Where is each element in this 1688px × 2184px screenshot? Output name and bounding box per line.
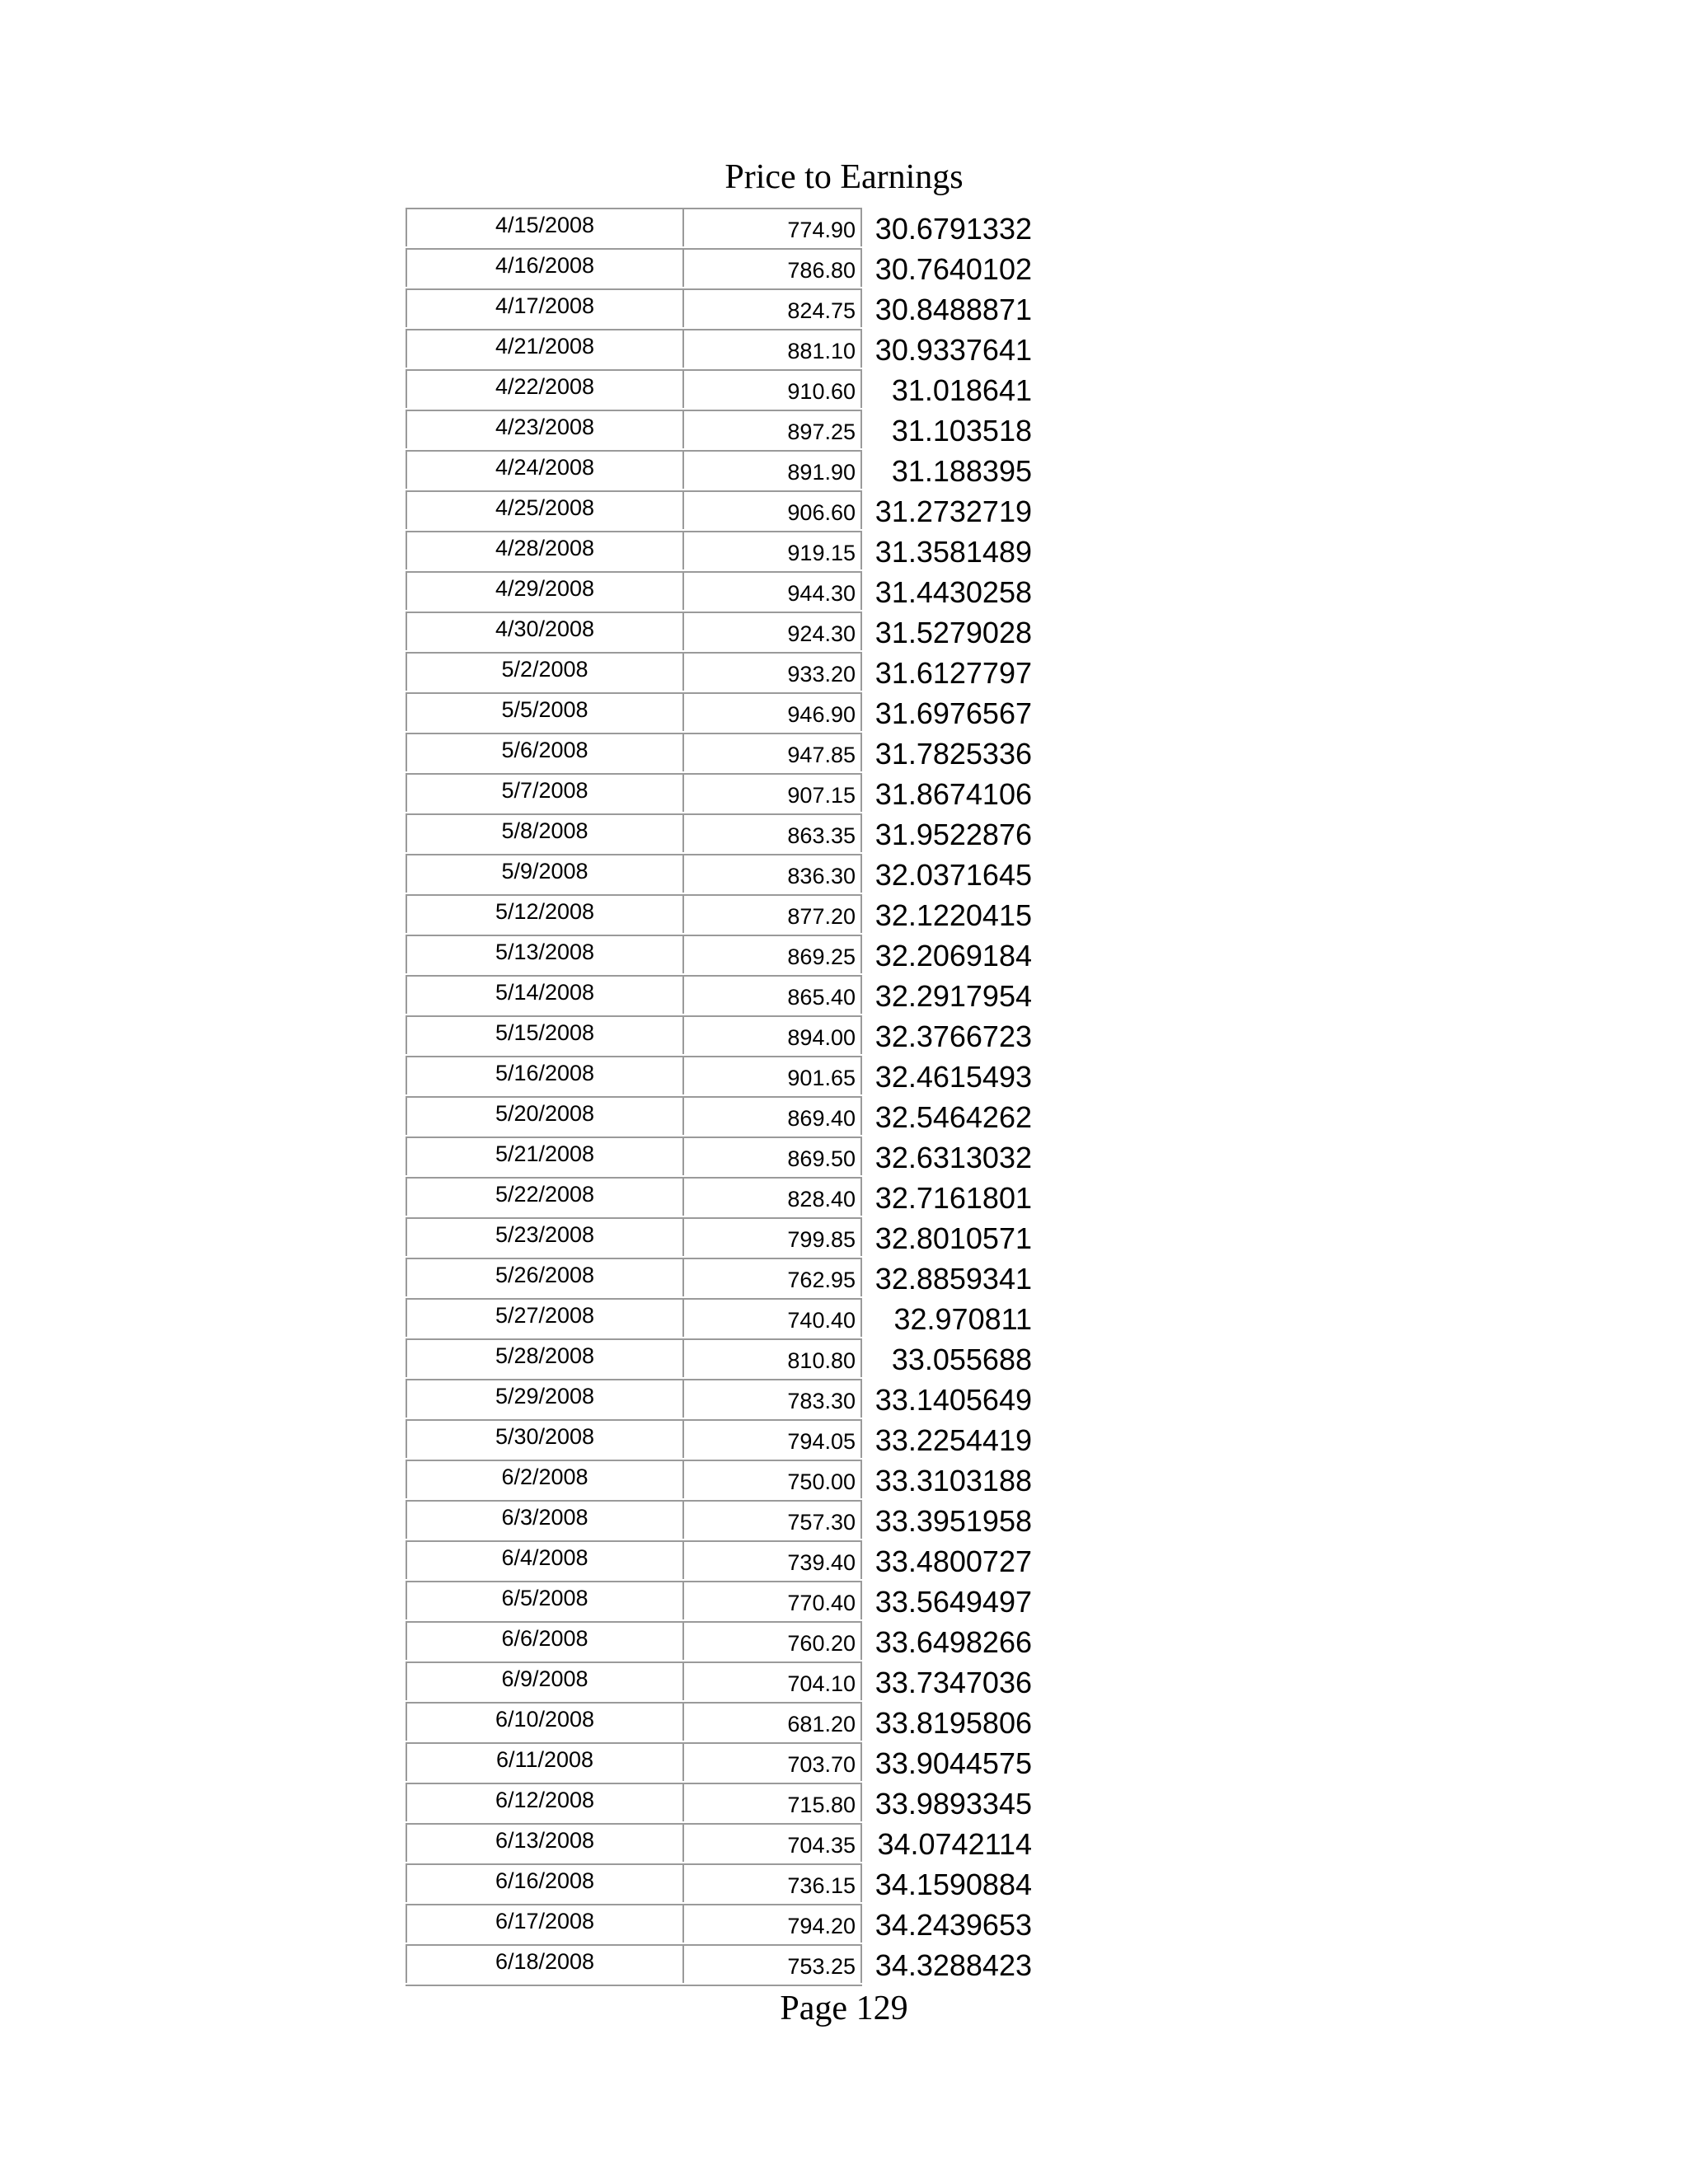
pe-ratio-cell: 33.7347036 [874, 1666, 1032, 1699]
date-cell: 6/2/2008 [406, 1460, 684, 1498]
price-cell: 881.10 [682, 329, 862, 368]
pe-ratio-cell: 33.6498266 [874, 1625, 1032, 1659]
table-row [406, 288, 1065, 329]
price-cell: 828.40 [682, 1177, 862, 1216]
pe-ratio-cell: 31.3581489 [874, 535, 1032, 569]
date-cell: 6/5/2008 [406, 1581, 684, 1619]
price-cell: 946.90 [682, 692, 862, 731]
price-cell: 703.70 [682, 1742, 862, 1781]
price-cell: 770.40 [682, 1581, 862, 1619]
date-cell: 5/8/2008 [406, 813, 684, 852]
date-cell: 5/26/2008 [406, 1258, 684, 1296]
table-row [406, 531, 1065, 571]
table-row [406, 1137, 1065, 1177]
table-row [406, 692, 1065, 733]
pe-ratio-cell: 33.4800727 [874, 1544, 1032, 1578]
table-body [406, 208, 1065, 1985]
table-row [406, 1056, 1065, 1096]
table-row [406, 1863, 1065, 1904]
pe-ratio-cell: 31.018641 [891, 373, 1032, 407]
date-cell: 5/9/2008 [406, 854, 684, 893]
pe-ratio-cell: 34.2439653 [874, 1908, 1032, 1942]
table-row [406, 733, 1065, 773]
table-row [406, 1904, 1065, 1944]
price-cell: 869.40 [682, 1096, 862, 1135]
price-earnings-table [406, 208, 1065, 1986]
date-cell: 5/30/2008 [406, 1419, 684, 1458]
table-row [406, 1823, 1065, 1863]
date-cell: 6/18/2008 [406, 1944, 684, 1983]
date-cell: 6/10/2008 [406, 1702, 684, 1741]
date-cell: 5/23/2008 [406, 1217, 684, 1256]
date-cell: 4/30/2008 [406, 612, 684, 650]
date-cell: 4/28/2008 [406, 531, 684, 569]
price-cell: 681.20 [682, 1702, 862, 1741]
page-number: Page 129 [780, 1990, 908, 2027]
price-cell: 750.00 [682, 1460, 862, 1498]
table-row [406, 1217, 1065, 1258]
table-row [406, 1944, 1065, 1985]
pe-ratio-cell: 31.9522876 [874, 818, 1032, 851]
pe-ratio-cell: 30.9337641 [874, 333, 1032, 367]
date-cell: 5/22/2008 [406, 1177, 684, 1216]
price-cell: 824.75 [682, 288, 862, 327]
price-cell: 944.30 [682, 571, 862, 610]
table-bottom-border [406, 1985, 862, 1986]
table-row [406, 450, 1065, 490]
pe-ratio-cell: 32.8010571 [874, 1221, 1032, 1255]
table-row [406, 612, 1065, 652]
date-cell: 5/27/2008 [406, 1298, 684, 1337]
pe-ratio-cell: 32.5464262 [874, 1100, 1032, 1134]
table-row [406, 1742, 1065, 1783]
pe-ratio-cell: 33.8195806 [874, 1706, 1032, 1740]
pe-ratio-cell: 32.2917954 [874, 979, 1032, 1013]
date-cell: 4/15/2008 [406, 208, 684, 246]
price-cell: 906.60 [682, 490, 862, 529]
pe-ratio-cell: 31.7825336 [874, 737, 1032, 771]
pe-ratio-cell: 31.188395 [891, 454, 1032, 488]
table-row [406, 329, 1065, 369]
price-cell: 877.20 [682, 894, 862, 933]
price-cell: 910.60 [682, 369, 862, 408]
pe-ratio-cell: 32.0371645 [874, 858, 1032, 892]
price-cell: 836.30 [682, 854, 862, 893]
date-cell: 6/13/2008 [406, 1823, 684, 1862]
table-row [406, 1460, 1065, 1500]
price-cell: 897.25 [682, 410, 862, 448]
price-cell: 865.40 [682, 975, 862, 1014]
table-row [406, 1581, 1065, 1621]
price-cell: 869.50 [682, 1137, 862, 1175]
table-row [406, 1783, 1065, 1823]
price-cell: 947.85 [682, 733, 862, 771]
page-title: Price to Earnings [724, 158, 964, 196]
table-row [406, 975, 1065, 1015]
table-row [406, 571, 1065, 612]
price-cell: 783.30 [682, 1379, 862, 1418]
date-cell: 5/21/2008 [406, 1137, 684, 1175]
price-cell: 919.15 [682, 531, 862, 569]
pe-ratio-cell: 32.1220415 [874, 898, 1032, 932]
pe-ratio-cell: 32.970811 [893, 1302, 1032, 1336]
pe-ratio-cell: 30.6791332 [874, 212, 1032, 246]
price-cell: 924.30 [682, 612, 862, 650]
table-row [406, 652, 1065, 692]
price-cell: 753.25 [682, 1944, 862, 1983]
date-cell: 4/25/2008 [406, 490, 684, 529]
table-row [406, 490, 1065, 531]
pe-ratio-cell: 33.5649497 [874, 1585, 1032, 1619]
date-cell: 5/29/2008 [406, 1379, 684, 1418]
pe-ratio-cell: 32.3766723 [874, 1019, 1032, 1053]
pe-ratio-cell: 33.1405649 [874, 1383, 1032, 1417]
price-cell: 901.65 [682, 1056, 862, 1094]
date-cell: 5/15/2008 [406, 1015, 684, 1054]
table-row [406, 1661, 1065, 1702]
table-row [406, 894, 1065, 935]
table-row [406, 208, 1065, 248]
price-cell: 740.40 [682, 1298, 862, 1337]
date-cell: 5/20/2008 [406, 1096, 684, 1135]
price-cell: 907.15 [682, 773, 862, 812]
date-cell: 6/4/2008 [406, 1540, 684, 1579]
date-cell: 5/2/2008 [406, 652, 684, 691]
pe-ratio-cell: 34.1590884 [874, 1868, 1032, 1901]
price-cell: 799.85 [682, 1217, 862, 1256]
pe-ratio-cell: 30.8488871 [874, 293, 1032, 326]
price-cell: 704.10 [682, 1661, 862, 1700]
price-cell: 869.25 [682, 935, 862, 973]
date-cell: 6/17/2008 [406, 1904, 684, 1943]
date-cell: 4/22/2008 [406, 369, 684, 408]
table-row [406, 935, 1065, 975]
date-cell: 4/23/2008 [406, 410, 684, 448]
pe-ratio-cell: 34.0742114 [877, 1827, 1032, 1861]
pe-ratio-cell: 31.2732719 [874, 494, 1032, 528]
table-row [406, 1015, 1065, 1056]
pe-ratio-cell: 31.5279028 [874, 616, 1032, 649]
price-cell: 739.40 [682, 1540, 862, 1579]
price-cell: 704.35 [682, 1823, 862, 1862]
date-cell: 5/16/2008 [406, 1056, 684, 1094]
pe-ratio-cell: 32.6313032 [874, 1141, 1032, 1174]
pe-ratio-cell: 31.6976567 [874, 696, 1032, 730]
pe-ratio-cell: 32.4615493 [874, 1060, 1032, 1094]
date-cell: 4/29/2008 [406, 571, 684, 610]
date-cell: 4/24/2008 [406, 450, 684, 489]
date-cell: 6/9/2008 [406, 1661, 684, 1700]
date-cell: 4/16/2008 [406, 248, 684, 287]
pe-ratio-cell: 33.3951958 [874, 1504, 1032, 1538]
table-row [406, 1540, 1065, 1581]
pe-ratio-cell: 33.2254419 [874, 1423, 1032, 1457]
price-cell: 810.80 [682, 1338, 862, 1377]
price-cell: 715.80 [682, 1783, 862, 1821]
table-row [406, 248, 1065, 288]
table-row [406, 1379, 1065, 1419]
price-cell: 760.20 [682, 1621, 862, 1660]
table-row [406, 1621, 1065, 1661]
price-cell: 894.00 [682, 1015, 862, 1054]
table-row [406, 1177, 1065, 1217]
date-cell: 4/21/2008 [406, 329, 684, 368]
date-cell: 5/28/2008 [406, 1338, 684, 1377]
price-cell: 786.80 [682, 248, 862, 287]
date-cell: 5/7/2008 [406, 773, 684, 812]
price-cell: 736.15 [682, 1863, 862, 1902]
table-row [406, 1298, 1065, 1338]
date-cell: 4/17/2008 [406, 288, 684, 327]
table-row [406, 1500, 1065, 1540]
pe-ratio-cell: 32.7161801 [874, 1181, 1032, 1215]
pe-ratio-cell: 31.103518 [891, 414, 1032, 448]
table-row [406, 369, 1065, 410]
table-row [406, 773, 1065, 813]
pe-ratio-cell: 31.4430258 [874, 575, 1032, 609]
pe-ratio-cell: 34.3288423 [874, 1948, 1032, 1982]
table-row [406, 1702, 1065, 1742]
date-cell: 5/14/2008 [406, 975, 684, 1014]
price-cell: 762.95 [682, 1258, 862, 1296]
price-cell: 794.20 [682, 1904, 862, 1943]
pe-ratio-cell: 31.6127797 [874, 656, 1032, 690]
table-row [406, 410, 1065, 450]
pe-ratio-cell: 30.7640102 [874, 252, 1032, 286]
date-cell: 6/11/2008 [406, 1742, 684, 1781]
pe-ratio-cell: 33.9893345 [874, 1787, 1032, 1821]
pe-ratio-cell: 33.9044575 [874, 1746, 1032, 1780]
table-row [406, 1096, 1065, 1137]
price-cell: 774.90 [682, 208, 862, 246]
pe-ratio-cell: 33.055688 [891, 1343, 1032, 1376]
table-row [406, 813, 1065, 854]
table-row [406, 1419, 1065, 1460]
pe-ratio-cell: 32.2069184 [874, 939, 1032, 972]
price-cell: 891.90 [682, 450, 862, 489]
price-cell: 933.20 [682, 652, 862, 691]
pe-ratio-cell: 33.3103188 [874, 1464, 1032, 1497]
pe-ratio-cell: 32.8859341 [874, 1262, 1032, 1296]
date-cell: 6/3/2008 [406, 1500, 684, 1539]
date-cell: 5/5/2008 [406, 692, 684, 731]
price-cell: 794.05 [682, 1419, 862, 1458]
table-row [406, 1258, 1065, 1298]
date-cell: 6/6/2008 [406, 1621, 684, 1660]
table-row [406, 854, 1065, 894]
date-cell: 5/6/2008 [406, 733, 684, 771]
table-row [406, 1338, 1065, 1379]
date-cell: 6/12/2008 [406, 1783, 684, 1821]
price-cell: 863.35 [682, 813, 862, 852]
date-cell: 6/16/2008 [406, 1863, 684, 1902]
price-cell: 757.30 [682, 1500, 862, 1539]
pe-ratio-cell: 31.8674106 [874, 777, 1032, 811]
date-cell: 5/13/2008 [406, 935, 684, 973]
date-cell: 5/12/2008 [406, 894, 684, 933]
